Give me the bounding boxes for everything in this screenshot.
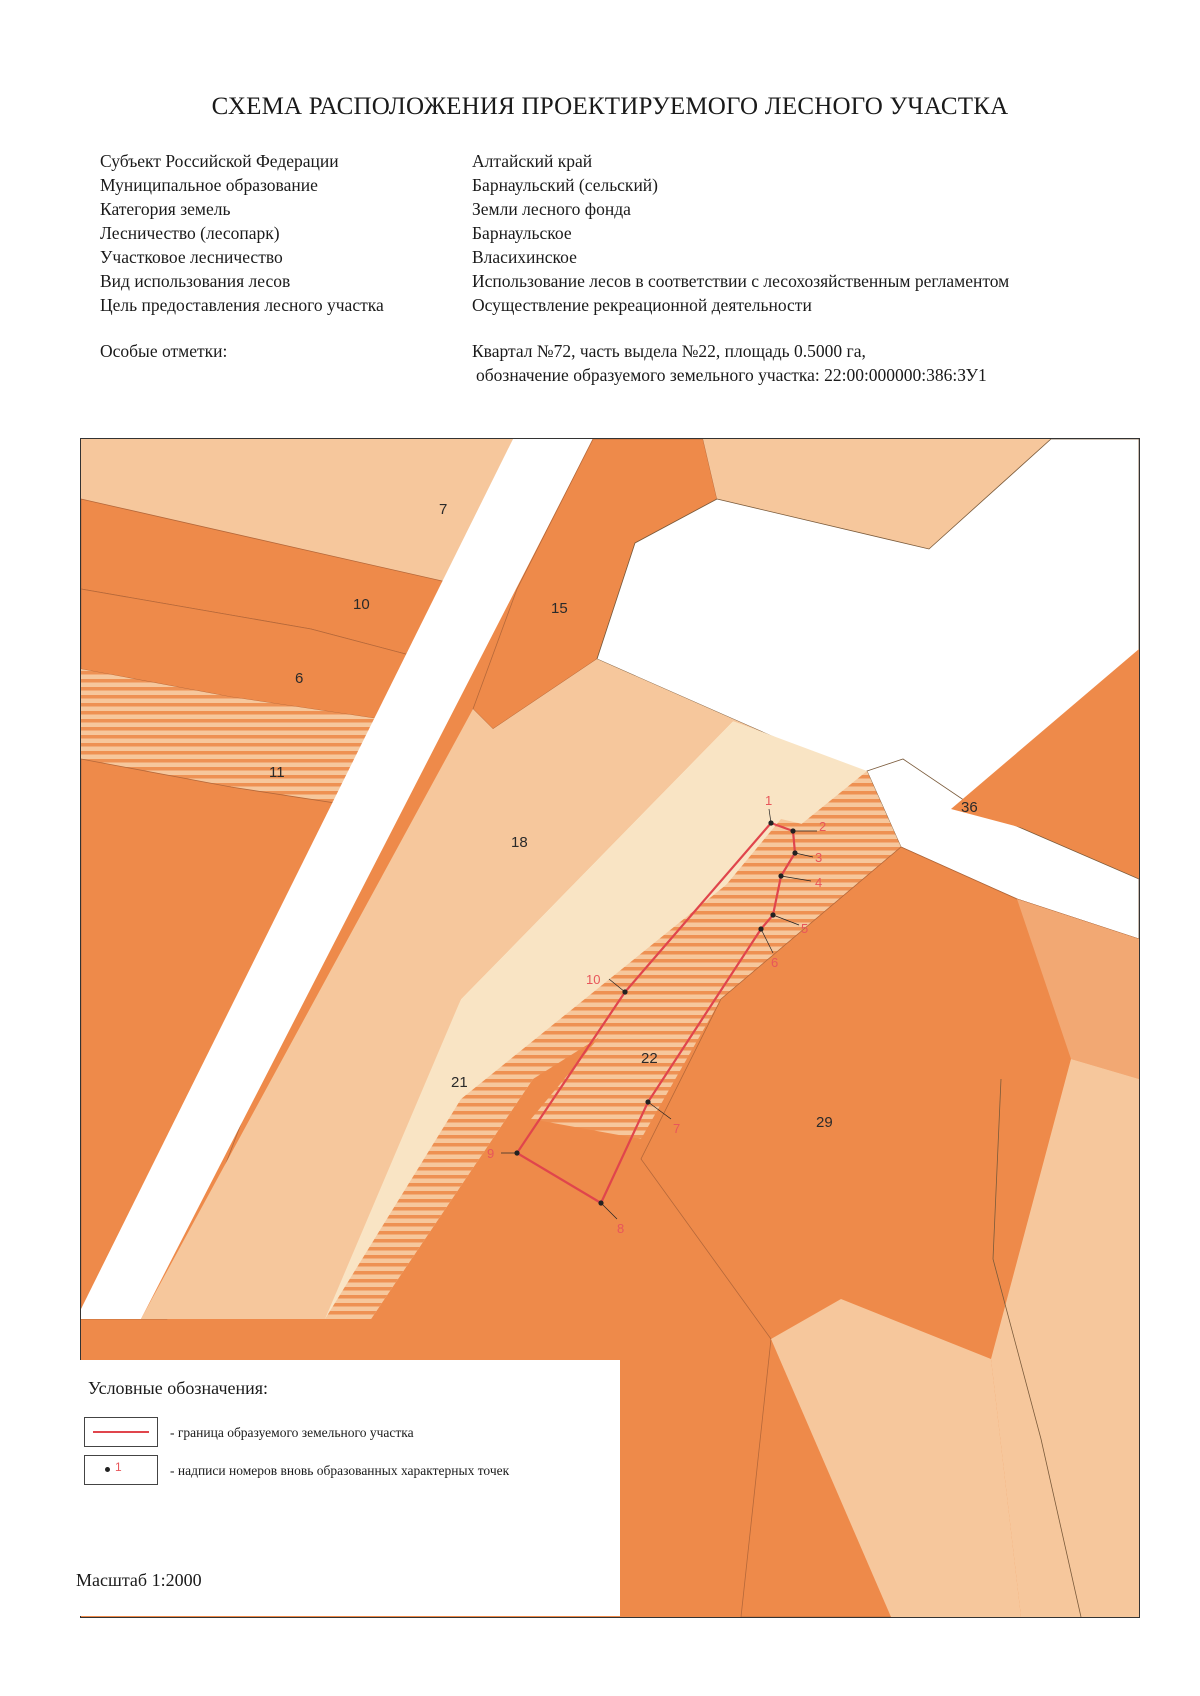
info-value: Квартал №72, часть выдела №22, площадь 0.5000 га,	[472, 341, 866, 361]
parcel-label-22: 22	[641, 1050, 658, 1067]
parcel-label-15: 15	[551, 600, 568, 617]
info-row-purpose	[100, 294, 1150, 342]
point-label-3: 3	[815, 850, 823, 865]
point-dot-icon	[105, 1467, 110, 1472]
boundary-point-6	[758, 926, 763, 931]
info-row-special-notes	[100, 340, 1150, 390]
info-key: Категория земель	[100, 199, 231, 219]
red-line-icon	[93, 1431, 149, 1433]
legend-title: Условные обозначения:	[88, 1378, 269, 1398]
legend-boundary-text: - граница образуемого земельного участка	[170, 1425, 414, 1440]
legend-boundary-swatch	[84, 1417, 158, 1447]
boundary-point-10	[622, 989, 627, 994]
parcel-label-10: 10	[353, 596, 370, 613]
boundary-point-4	[778, 873, 783, 878]
info-value: Власихинское	[472, 247, 577, 267]
info-value: Использование лесов в соответствии с лесохозяйственным регламентом	[472, 271, 1010, 291]
info-row-subject	[100, 150, 1150, 174]
boundary-point-5	[770, 912, 775, 917]
info-key: Участковое лесничество	[100, 247, 283, 267]
point-label-1: 1	[765, 793, 773, 808]
point-label-6: 6	[771, 955, 779, 970]
boundary-point-1	[768, 820, 773, 825]
legend-point-swatch	[84, 1455, 158, 1485]
boundary-point-9	[514, 1150, 519, 1155]
info-row-land-category	[100, 198, 1150, 222]
parcel-label-6: 6	[295, 670, 304, 687]
info-row-district-forestry	[100, 246, 1150, 270]
point-label-10: 10	[586, 972, 601, 987]
boundary-point-3	[792, 850, 797, 855]
boundary-point-2	[790, 828, 795, 833]
point-label-9: 9	[487, 1146, 495, 1161]
info-key: Особые отметки:	[100, 341, 228, 361]
parcel-label-21: 21	[451, 1074, 468, 1091]
legend-point-text: - надписи номеров вновь образованных характерных точек	[170, 1463, 510, 1478]
info-key: Цель предоставления лесного участка	[100, 295, 384, 315]
parcel-label-7: 7	[439, 501, 448, 518]
point-label-7: 7	[673, 1121, 681, 1136]
info-value: Барнаульское	[472, 223, 572, 243]
info-value: Барнаульский (сельский)	[472, 175, 658, 195]
parcel-label-18: 18	[511, 834, 528, 851]
parcel-label-29: 29	[816, 1114, 833, 1131]
info-key: Субъект Российской Федерации	[100, 151, 339, 171]
info-value: Осуществление рекреационной деятельности	[472, 295, 812, 315]
scale-label: Масштаб 1:2000	[76, 1570, 202, 1590]
info-key: Лесничество (лесопарк)	[100, 223, 280, 243]
parcel-label-36: 36	[961, 799, 978, 816]
legend-point-sample: 1	[115, 1460, 122, 1474]
info-key: Муниципальное образование	[100, 175, 318, 195]
page-title: СХЕМА РАСПОЛОЖЕНИЯ ПРОЕКТИРУЕМОГО ЛЕСНОГО УЧАСТКА	[211, 93, 1009, 120]
boundary-point-8	[598, 1200, 603, 1205]
point-label-8: 8	[617, 1221, 625, 1236]
info-value-cadastral: обозначение образуемого земельного участка: 22:00:000000:386:ЗУ1	[476, 365, 987, 385]
info-value: Земли лесного фонда	[472, 199, 631, 219]
info-key: Вид использования лесов	[100, 271, 291, 291]
point-label-5: 5	[801, 921, 809, 936]
point-label-4: 4	[815, 875, 823, 890]
info-value: Алтайский край	[472, 151, 593, 171]
info-row-usage-type	[100, 270, 1150, 294]
parcel-label-11: 11	[269, 764, 285, 781]
boundary-point-7	[645, 1099, 650, 1104]
info-row-municipality	[100, 174, 1150, 198]
info-row-forestry	[100, 222, 1150, 246]
point-label-2: 2	[819, 819, 827, 834]
